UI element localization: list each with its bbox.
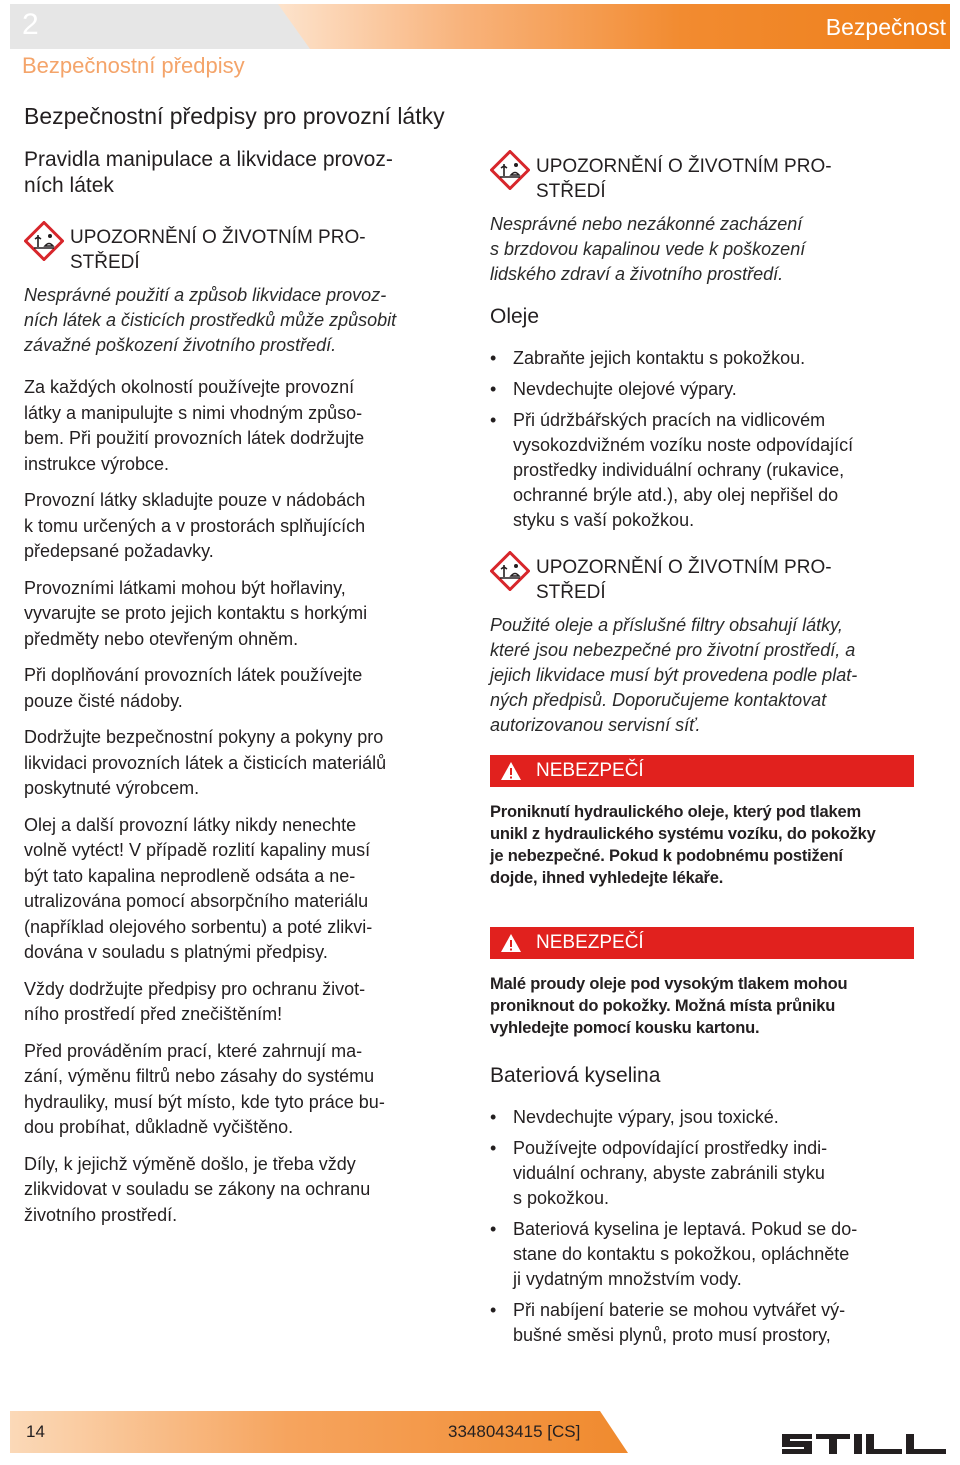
paragraph: Vždy dodržujte předpisy pro ochranu život- ního prostředí před znečištěním! [24,978,366,1024]
danger-label: NEBEZPEČÍ [536,760,644,781]
paragraph: Provozní látky skladujte pouze v nádobách k tomu určených a v prostorách splňujících předepsané požadavky. [24,490,366,561]
warning-triangle-icon [500,933,522,953]
used-oil-warning-header [490,551,914,605]
danger-text: Proniknutí hydraulického oleje, který pod tlakem unikl z hydraulického systému vozíku, do pokožky je nebezpečné. Pokud k podobnému postižení dojde, ihned vyhledejte lékaře. [490,803,876,887]
battery-acid-heading: Bateriová kyselina [490,1064,661,1087]
brake-fluid-warning-title: UPOZORNĚNÍ O ŽIVOTNÍM PRO- STŘEDÍ [536,156,832,202]
battery-acid-list [490,1105,914,1348]
left-column [24,147,464,1239]
chapter-number: 2 [22,8,39,41]
list-item: • Zabraňte jejich kontaktu s pokožkou. [490,346,914,371]
paragraph: Provozními látkami mohou být hořlaviny, vyvarujte se proto jejich kontaktu s horkými předměty nebo otevřeným ohněm. [24,577,368,649]
danger-text: Malé proudy oleje pod vysokým tlakem mohou proniknout do pokožky. Možná místa průniku vyhledejte pomocí kousku kartonu. [490,975,848,1037]
list-item: • Bateriová kyselina je leptavá. Pokud se do- stane do kontaktu s pokožkou, opláchněte ji vydatným množstvím vody. [490,1217,914,1292]
list-item: • Při údržbářských pracích na vidlicovém vysokozdvižném vozíku noste odpovídající prostředky individuální ochrany (rukavice, ochranné brýle atd.), aby olej nepřišel do styku s vaší pokožkou. [490,408,914,533]
paragraph: Díly, k jejichž výměně došlo, je třeba vždy zlikvidovat v souladu se zákony na ochranu životního prostředí. [24,1153,371,1225]
right-column [490,150,914,1366]
paragraph: Při doplňování provozních látek používejte pouze čisté nádoby. [24,665,363,711]
handling-heading: Pravidla manipulace a likvidace provoz- ních látek [24,148,393,197]
environment-warning-title: UPOZORNĚNÍ O ŽIVOTNÍM PRO- STŘEDÍ [70,227,366,273]
brake-fluid-warning-text: Nesprávné nebo nezákonné zacházení s brzdovou kapalinou vede k poškození lidského zdraví a životního prostředí. [490,214,806,284]
header-chapter-band [10,4,310,49]
used-oil-warning-text: Použité oleje a příslušné filtry obsahují látky, které jsou nebezpečné pro životní prostředí, a jejich likvidace musí být provedena podle plat- ných předpisů. Doporučujeme kontaktovat autorizovanou servisní síť. [490,615,858,735]
page-number: 14 [26,1422,45,1441]
environment-warning-header [24,221,464,275]
environment-hazard-icon [490,150,530,190]
paragraph: Za každých okolností používejte provozní látky a manipulujte s nimi vhodným způso- bem. Při použití provozních látek dodržujte instrukce výrobce. [24,377,365,474]
still-logo [780,1428,948,1458]
paragraph: Olej a další provozní látky nikdy nenechte volně vytéct! V případě rozlití kapaliny musí být tato kapalina neprodleně odsáta a ne- utralizována pomocí absorpčního materiálu (například olejového sorbentu) a poté zlikvi- dována v souladu s platnými předpisy. [24,814,373,962]
oils-list [490,346,914,533]
oils-heading: Oleje [490,305,540,328]
list-item: • Při nabíjení baterie se mohou vytvářet vý- bušné směsi plynů, proto musí prostory, [490,1298,914,1348]
paragraph: Dodržujte bezpečnostní pokyny a pokyny pro likvidaci provozních látek a čisticích materiálů poskytnuté výrobcem. [24,727,387,798]
environment-hazard-icon [24,221,64,261]
environment-hazard-icon [490,551,530,591]
danger-banner [490,927,914,959]
page-title: Bezpečnostní předpisy pro provozní látky [24,103,445,129]
used-oil-warning-title: UPOZORNĚNÍ O ŽIVOTNÍM PRO- STŘEDÍ [536,557,832,603]
environment-warning-text: Nesprávné použití a způsob likvidace provoz- ních látek a čisticích prostředků může způsobit závažné poškození životního prostředí. [24,285,397,355]
document-id: 3348043415 [CS] [448,1422,581,1441]
danger-label: NEBEZPEČÍ [536,932,644,953]
brake-fluid-warning-header [490,150,914,204]
danger-banner [490,755,914,787]
list-item: • Používejte odpovídající prostředky indi- viduální ochrany, abyste zabránili styku s pokožkou. [490,1136,914,1211]
paragraph: Před prováděním prací, které zahrnují ma- zání, výměnu filtrů nebo zásahy do systému hydrauliky, musí být místo, kde tyto práce bu- dou probíhat, důkladně vyčištěno. [24,1040,385,1137]
chapter-title: Bezpečnostní předpisy [22,53,245,78]
warning-triangle-icon [500,761,522,781]
list-item: • Nevdechujte výpary, jsou toxické. [490,1105,914,1130]
section-title: Bezpečnost [825,14,946,40]
list-item: • Nevdechujte olejové výpary. [490,377,914,402]
